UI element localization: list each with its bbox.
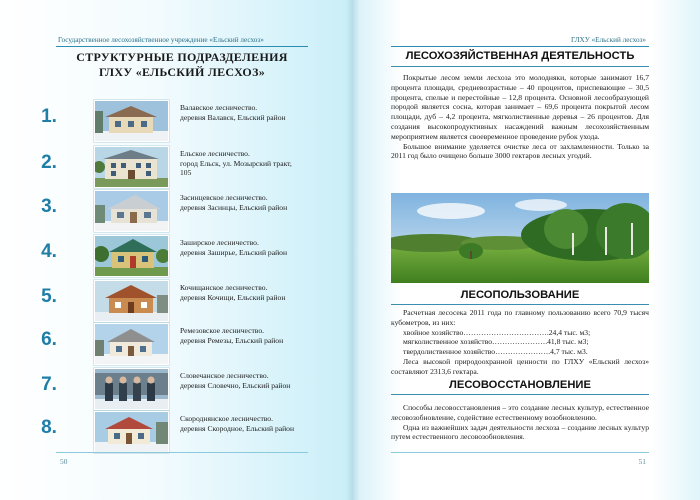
item-forestry-name: Заширское лесничество. — [180, 238, 259, 247]
item-number: 4. — [41, 241, 57, 262]
section-title-forestry-activity: ЛЕСОХОЗЯЙСТВЕННАЯ ДЕЯТЕЛЬНОСТЬ — [405, 50, 635, 62]
paragraph: Одна из важнейших задач деятельности лесхоза – создание лесных культур путем естественного лесовозобновления. — [391, 422, 649, 442]
running-header-left: Государственное лесохозяйственное учреждение «Ельский лесхоз» — [58, 36, 264, 44]
item-location: деревня Засинцы, Ельский район — [180, 202, 288, 212]
item-number: 3. — [41, 196, 57, 217]
item-description — [180, 103, 330, 122]
volume-line-hardwood: твердолиственное хозяйство………………….4,7 тыс. м3. — [403, 347, 588, 357]
item-forestry-name: Скороднянское лесничество. — [180, 414, 274, 423]
section-body-forest-use — [391, 308, 649, 377]
item-number: 5. — [41, 286, 57, 307]
page-number-right: 51 — [638, 457, 646, 466]
item-location: деревня Скородное, Ельский район — [180, 423, 295, 433]
item-description — [180, 283, 330, 302]
staff-photo-7 — [94, 368, 169, 410]
running-header-right: ГЛХУ «Ельский лесхоз» — [571, 36, 646, 44]
item-number: 2. — [41, 152, 57, 173]
item-description — [180, 414, 330, 433]
item-forestry-name: Валавское лесничество. — [180, 103, 258, 112]
item-forestry-name: Ельское лесничество. — [180, 149, 250, 158]
subdivision-item-6 — [30, 323, 330, 363]
item-forestry-name: Кочищанское лесничество. — [180, 283, 268, 292]
subdivision-item-2 — [30, 146, 330, 186]
building-photo-8 — [94, 411, 169, 453]
header-rule-left — [56, 46, 308, 47]
building-photo-3 — [94, 190, 169, 232]
item-number: 8. — [41, 417, 57, 438]
page-number-left: 50 — [60, 457, 68, 466]
item-number: 7. — [41, 374, 57, 395]
book-gutter — [346, 0, 360, 500]
building-photo-6 — [94, 323, 169, 365]
right-page — [353, 0, 700, 500]
item-number: 1. — [41, 106, 57, 127]
section-body-reforestation — [391, 403, 649, 442]
section-rule-2 — [391, 304, 649, 305]
building-photo-4 — [94, 235, 169, 277]
subdivision-item-5 — [30, 280, 330, 320]
subdivision-item-3 — [30, 190, 330, 230]
item-description — [180, 326, 330, 345]
subdivision-item-8 — [30, 411, 330, 451]
page-title-left — [56, 50, 308, 79]
footer-rule-right — [391, 452, 649, 453]
item-forestry-name: Ремезовское лесничество. — [180, 326, 265, 335]
item-number: 6. — [41, 329, 57, 350]
paragraph: Большое внимание уделяется очистке леса от захламленности. Только за 2011 год было очищено больше 3000 гектаров лесных угодий. — [391, 141, 649, 161]
building-photo-2 — [94, 146, 169, 188]
item-location: деревня Заширье, Ельский район — [180, 247, 288, 257]
item-forestry-name: Словечанское лесничество. — [180, 371, 269, 380]
item-location: деревня Кочищи, Ельский район — [180, 292, 286, 302]
paragraph: Покрытые лесом земли лесхоза это молодняки, которые занимают 16,7 процента площади, средневозрастные – 40 процентов, приспевающие – 30,5 процента, спелые и перестойные – 12,8 процента. Основной лесообразующей породой является сосна, которая занимает – 69,6 процента покрытой лесом площади, дуб – 4,2 процента, мягколиственные деревья – 26 процентов. Для создания высокопродуктивных насаждений важным лесохозяйственным мероприятием является своевременное проведение рубок ухода. — [391, 73, 649, 141]
volume-line-conifer: хвойное хозяйство…………………………….24,4 тыс. м3; — [403, 327, 591, 337]
subdivision-item-1 — [30, 100, 330, 140]
section-title-reforestation: ЛЕСОВОССТАНОВЛЕНИЕ — [449, 379, 591, 391]
section-rule-1 — [391, 66, 649, 67]
volume-line-softwood: мягколиственное хозяйство………………….41,8 тыс. м3; — [403, 337, 589, 347]
title-line-2: ГЛХУ «ЕЛЬСКИЙ ЛЕСХОЗ» — [98, 64, 266, 79]
item-location-cont: 105 — [180, 168, 192, 178]
subdivision-item-7 — [30, 368, 330, 408]
title-line-1: СТРУКТУРНЫЕ ПОДРАЗДЕЛЕНИЯ — [76, 50, 288, 64]
item-description — [180, 238, 330, 257]
building-photo-5 — [94, 280, 169, 322]
item-location: деревня Словечно, Ельский район — [180, 380, 291, 390]
paragraph: Способы лесовосстановления – это создание лесных культур, естественное лесовозобновление, содействие естественному возобновлению. — [391, 403, 649, 422]
item-description — [180, 193, 330, 212]
item-description — [180, 149, 330, 178]
subdivision-item-4 — [30, 235, 330, 275]
landscape-photo — [391, 193, 649, 283]
building-photo-1 — [94, 100, 169, 142]
item-location: деревня Ремезы, Ельский район — [180, 335, 284, 345]
item-description — [180, 371, 330, 390]
paragraph: Леса высокой природоохранной ценности по ГЛХУ «Ельский лесхоз» составляют 2313,6 гектара. — [391, 356, 649, 376]
paragraph: Расчетная лесосека 2011 года по главному пользованию всего 70,9 тысяч кубометров, из них: — [391, 308, 649, 327]
section-rule-3 — [391, 394, 649, 395]
item-location: деревня Валавск, Ельский район — [180, 112, 286, 122]
item-location: город Ельск, ул. Мозырский тракт, — [180, 158, 292, 168]
footer-rule-left — [56, 452, 308, 453]
header-rule-right — [391, 46, 649, 47]
item-forestry-name: Засинцевское лесничество. — [180, 193, 268, 202]
section-title-forest-use: ЛЕСОПОЛЬЗОВАНИЕ — [460, 289, 580, 301]
section-body-forestry-activity — [391, 73, 649, 161]
